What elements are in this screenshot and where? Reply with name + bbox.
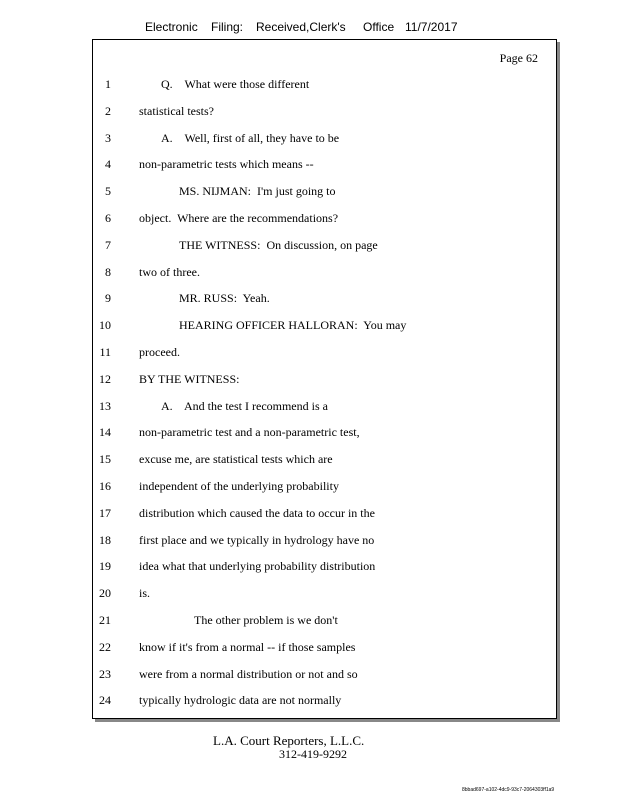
line-number: 19 [99,559,111,574]
line-text: A. And the test I recommend is a [161,398,328,413]
line-text: first place and we typically in hydrology have no [139,532,375,547]
line-text: know if it's from a normal -- if those samples [139,639,356,654]
line-number: 16 [99,479,111,493]
line-text: MS. NIJMAN: I'm just going to [179,184,336,199]
line-number: 11 [99,345,111,359]
line-number: 7 [105,237,111,252]
line-number: 2 [105,103,111,118]
filing-header [0,20,618,38]
line-number: 15 [99,452,111,467]
header-date: 11/7/2017 [405,20,458,34]
line-text: non-parametric tests which means -- [139,157,314,172]
line-text: were from a normal distribution or not and so [139,666,358,681]
line-text: THE WITNESS: On discussion, on page [179,237,378,252]
line-number: 8 [105,264,111,279]
line-number: 6 [105,211,111,225]
header-office: Office [363,20,395,34]
line-number: 21 [99,613,111,627]
page-number: Page 62 [499,51,538,65]
line-number: 5 [105,184,111,199]
line-text: Q. What were those different [161,77,310,91]
line-number: 17 [99,505,111,520]
line-number: 4 [105,157,111,172]
line-text: proceed. [139,345,180,359]
line-number: 12 [99,371,111,386]
line-text: BY THE WITNESS: [139,371,240,386]
footer-phone: 312-419-9292 [279,747,347,761]
line-text: independent of the underlying probability [139,479,339,493]
line-number: 20 [99,586,111,601]
line-text: idea what that underlying probability distribution [139,559,376,574]
header-electronic: Electronic [145,20,198,34]
line-number: 23 [99,666,111,681]
footer-company: L.A. Court Reporters, L.L.C. [213,733,365,748]
line-number: 1 [105,77,111,91]
line-number: 14 [99,425,111,440]
line-text: A. Well, first of all, they have to be [161,130,340,145]
document-hash: 8bbad697-a102-4dc9-93c7-2064303ff1a9 [462,787,555,793]
line-text: typically hydrologic data are not normally [139,693,342,708]
line-number: 9 [105,291,111,306]
line-text: distribution which caused the data to occur in the [139,505,375,520]
line-number: 10 [99,318,111,333]
line-text: excuse me, are statistical tests which are [139,452,333,467]
line-text: The other problem is we don't [194,613,338,627]
header-received: Received,Clerk's [256,20,346,34]
line-text: object. Where are the recommendations? [139,211,339,225]
line-number: 22 [99,639,111,654]
line-text: statistical tests? [139,103,214,118]
line-text: two of three. [139,264,200,279]
transcript-page [92,39,557,719]
line-text: MR. RUSS: Yeah. [179,291,270,306]
line-number: 18 [99,532,111,547]
line-number: 3 [105,130,111,145]
line-number: 13 [99,398,111,413]
line-number: 24 [99,693,111,708]
header-filing: Filing: [211,20,244,34]
line-text: non-parametric test and a non-parametric test, [139,425,360,440]
line-text: is. [139,586,151,601]
line-text: HEARING OFFICER HALLORAN: You may [179,318,407,333]
